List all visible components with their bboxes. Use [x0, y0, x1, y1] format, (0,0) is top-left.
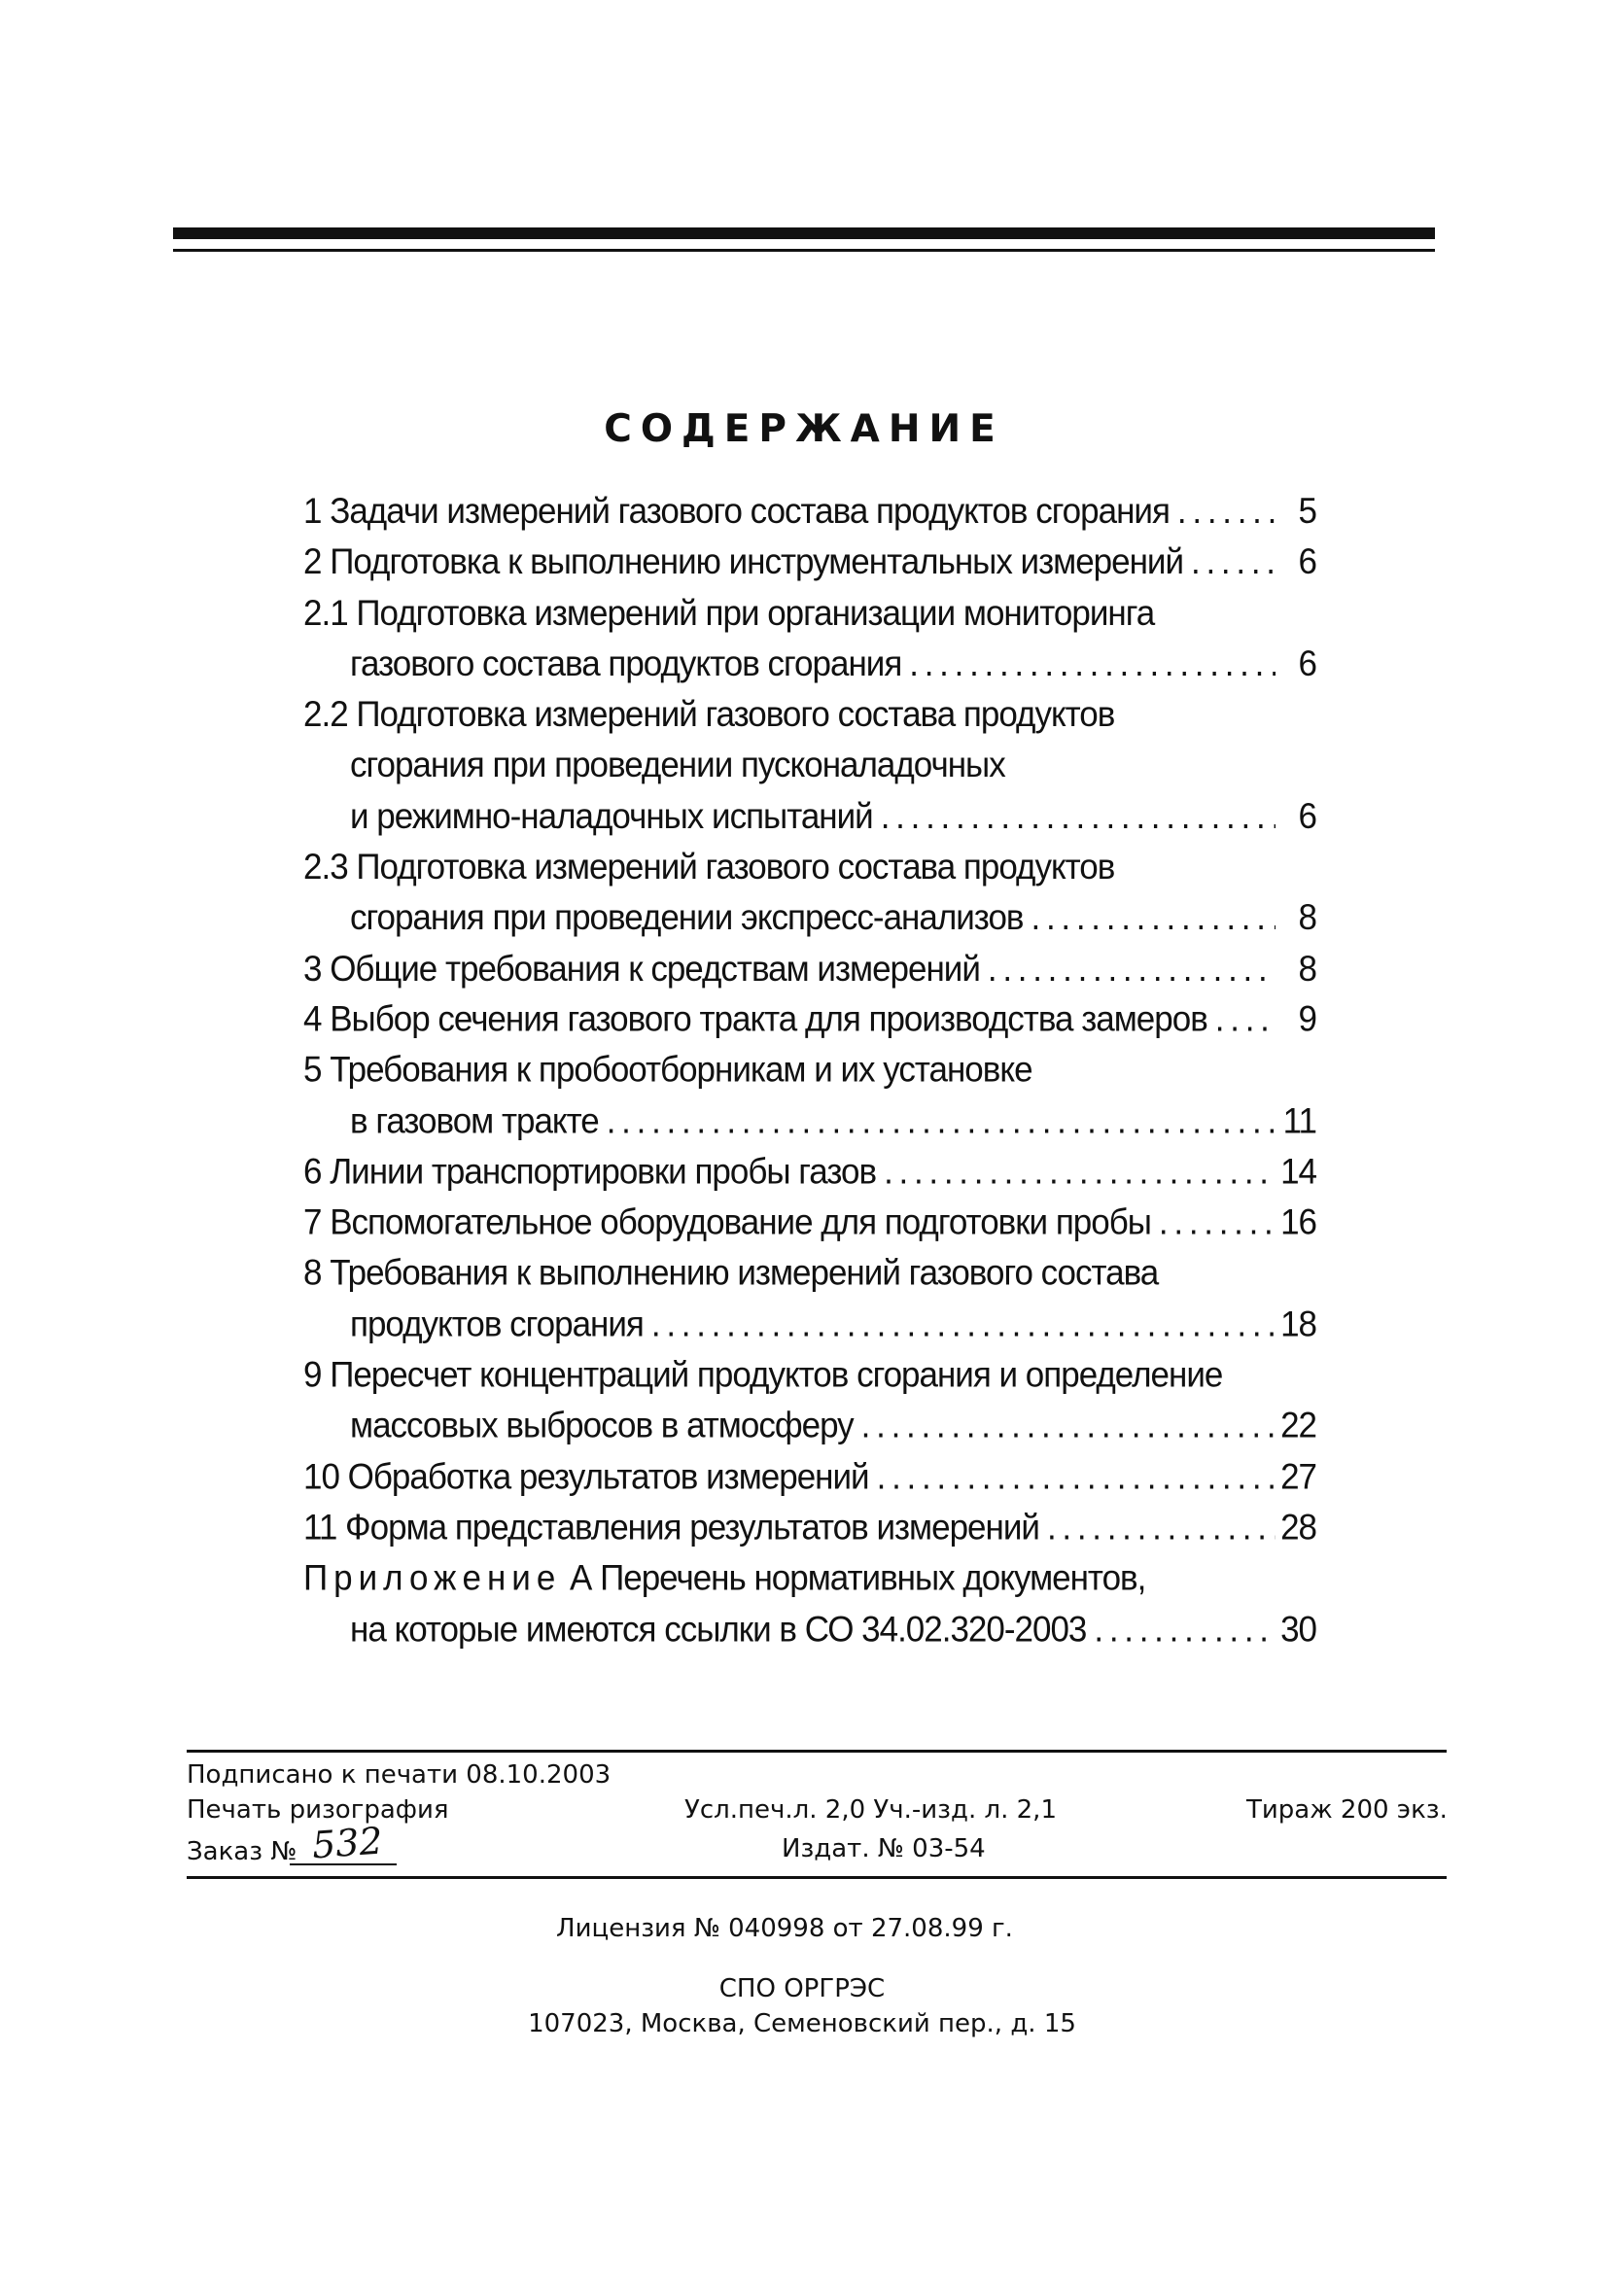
toc-entry-text: 9 Пересчет концентраций продуктов сгорания и определение — [303, 1354, 1223, 1395]
toc-leader-dots — [869, 1451, 1276, 1502]
license-line: Лицензия № 040998 от 27.08.99 г. — [556, 1914, 1013, 1943]
toc-line — [303, 1552, 1316, 1603]
toc-entry — [303, 842, 1316, 944]
toc-entry-text: на которые имеются ссылки в СО 34.02.320-2003 — [350, 1608, 1087, 1650]
toc-page-number: 11 — [1282, 1100, 1316, 1141]
toc-entry-text: газового состава продуктов сгорания — [350, 644, 902, 684]
toc-entry-text: 4 Выбор сечения газового тракта для производства замеров — [303, 998, 1207, 1040]
toc-leader-dots — [901, 639, 1276, 689]
toc-entry-text: 8 Требования к выполнению измерений газового состава — [303, 1253, 1159, 1294]
toc-page-number: 9 — [1298, 998, 1316, 1040]
toc-entry-text: 2.3 Подготовка измерений газового состава продуктов — [303, 847, 1115, 887]
toc-entry — [303, 1198, 1316, 1248]
toc-line — [303, 1604, 1316, 1654]
toc-leader-dots — [1170, 486, 1276, 537]
toc-page-number: 8 — [1298, 897, 1316, 938]
toc-leader-dots — [1151, 1198, 1276, 1248]
toc-entry — [303, 1451, 1316, 1502]
toc-entry-text: продуктов сгорания — [350, 1304, 644, 1344]
toc-leader-dots — [1207, 994, 1276, 1045]
toc-line — [303, 1198, 1316, 1248]
appendix-prefix: Приложение — [303, 1557, 562, 1598]
toc-leader-dots — [980, 943, 1276, 993]
toc-page-number: 14 — [1280, 1151, 1316, 1192]
toc-line — [303, 892, 1316, 943]
toc-line — [303, 1299, 1316, 1349]
order-number-handwritten: 532 — [310, 1819, 385, 1867]
toc-entry — [303, 689, 1316, 842]
toc-leader-dots — [1183, 537, 1276, 587]
toc-leader-dots — [854, 1401, 1276, 1451]
imprint-circulation: Тираж 200 экз. — [1246, 1795, 1448, 1825]
order-underline — [290, 1863, 397, 1865]
toc-entry — [303, 537, 1316, 587]
order-label: Заказ № — [187, 1837, 297, 1866]
publisher-name: СПО ОРГРЭС — [718, 1974, 886, 2003]
toc-entry-text: сгорания при проведении экспресс-анализов — [350, 897, 1024, 938]
imprint-signed: Подписано к печати 08.10.2003 — [187, 1760, 612, 1790]
toc-entry — [303, 1146, 1316, 1197]
toc-entry-text: 1 Задачи измерений газового состава продуктов сгорания — [303, 491, 1170, 532]
toc-leader-dots — [644, 1299, 1276, 1349]
toc-line — [303, 588, 1316, 639]
header-rule-thick — [173, 227, 1435, 239]
toc-entry-text: 2.2 Подготовка измерений газового состава продуктов — [303, 694, 1115, 735]
toc-leader-dots — [876, 1146, 1276, 1197]
toc-entry — [303, 1349, 1316, 1451]
imprint-sheets: Усл.печ.л. 2,0 Уч.-изд. л. 2,1 — [684, 1795, 1057, 1825]
toc-line — [303, 1502, 1316, 1552]
toc-page-number: 6 — [1298, 644, 1316, 684]
toc-page-number: 28 — [1280, 1507, 1316, 1548]
toc-line — [303, 639, 1316, 689]
toc-line — [303, 1096, 1316, 1146]
toc-leader-dots — [873, 791, 1276, 842]
toc-leader-dots — [1024, 892, 1276, 943]
toc-line — [303, 1401, 1316, 1451]
toc-line — [303, 842, 1316, 892]
toc-line — [303, 537, 1316, 587]
toc-page-number: 6 — [1298, 541, 1316, 582]
toc-title: СОДЕРЖАНИЕ — [604, 407, 1004, 451]
toc-entry-text: 5 Требования к пробоотборникам и их установке — [303, 1050, 1032, 1091]
toc-leader-dots — [1039, 1502, 1276, 1552]
toc-entry — [303, 943, 1316, 993]
toc-entry — [303, 486, 1316, 537]
toc-entry-text: 7 Вспомогательное оборудование для подготовки пробы — [303, 1201, 1151, 1243]
toc-entry-text: 2 Подготовка к выполнению инструментальных измерений — [303, 541, 1184, 582]
toc-page-number: 6 — [1298, 795, 1316, 837]
imprint-publisher-no: Издат. № 03-54 — [782, 1834, 986, 1863]
toc-leader-dots — [1086, 1604, 1276, 1654]
toc-line — [303, 791, 1316, 842]
toc-entry-text: 11 Форма представления результатов измерений — [303, 1507, 1039, 1548]
imprint-print-type: Печать ризография — [187, 1795, 449, 1825]
table-of-contents — [303, 486, 1316, 1654]
toc-line — [303, 1045, 1316, 1096]
toc-line — [303, 689, 1316, 740]
toc-entry — [303, 588, 1316, 690]
toc-line — [303, 740, 1316, 790]
toc-line — [303, 486, 1316, 537]
toc-entry — [303, 1248, 1316, 1350]
toc-page-number: 27 — [1280, 1456, 1316, 1497]
imprint-rule-top — [187, 1750, 1447, 1753]
toc-page-number: 22 — [1280, 1405, 1316, 1446]
toc-entry-text: в газовом тракте — [350, 1100, 599, 1141]
toc-line — [303, 1146, 1316, 1197]
toc-line — [303, 1451, 1316, 1502]
toc-entry — [303, 1502, 1316, 1552]
toc-line — [303, 1349, 1316, 1400]
toc-page-number: 16 — [1280, 1201, 1316, 1243]
imprint-rule-bottom — [187, 1876, 1447, 1879]
toc-page-number: 8 — [1298, 948, 1316, 989]
toc-entry-text: 10 Обработка результатов измерений — [303, 1456, 869, 1497]
toc-line — [303, 994, 1316, 1045]
header-rule-thin — [173, 249, 1435, 252]
imprint-order — [187, 1819, 397, 1867]
publisher-address: 107023, Москва, Семеновский пер., д. 15 — [528, 2009, 1076, 2038]
toc-entry-text: массовых выбросов в атмосферу — [350, 1405, 854, 1446]
toc-line — [303, 1248, 1316, 1299]
toc-entry-text: и режимно-наладочных испытаний — [350, 795, 873, 837]
toc-entry — [303, 1045, 1316, 1147]
toc-line — [303, 943, 1316, 993]
toc-leader-dots — [599, 1096, 1276, 1146]
toc-entry-text: 3 Общие требования к средствам измерений — [303, 948, 980, 989]
toc-entry-text: 2.1 Подготовка измерений при организации мониторинга — [303, 592, 1155, 634]
toc-page-number: 18 — [1280, 1304, 1316, 1344]
toc-page-number: 5 — [1298, 491, 1316, 532]
toc-page-number: 30 — [1280, 1608, 1316, 1650]
toc-entry-text: 6 Линии транспортировки пробы газов — [303, 1151, 877, 1192]
toc-entry — [303, 994, 1316, 1045]
toc-entry-text: сгорания при проведении пусконаладочных — [350, 745, 1005, 785]
toc-entry — [303, 1552, 1316, 1654]
appendix-title: А Перечень нормативных документов, — [561, 1557, 1146, 1598]
toc-entry-text — [303, 1552, 1145, 1603]
